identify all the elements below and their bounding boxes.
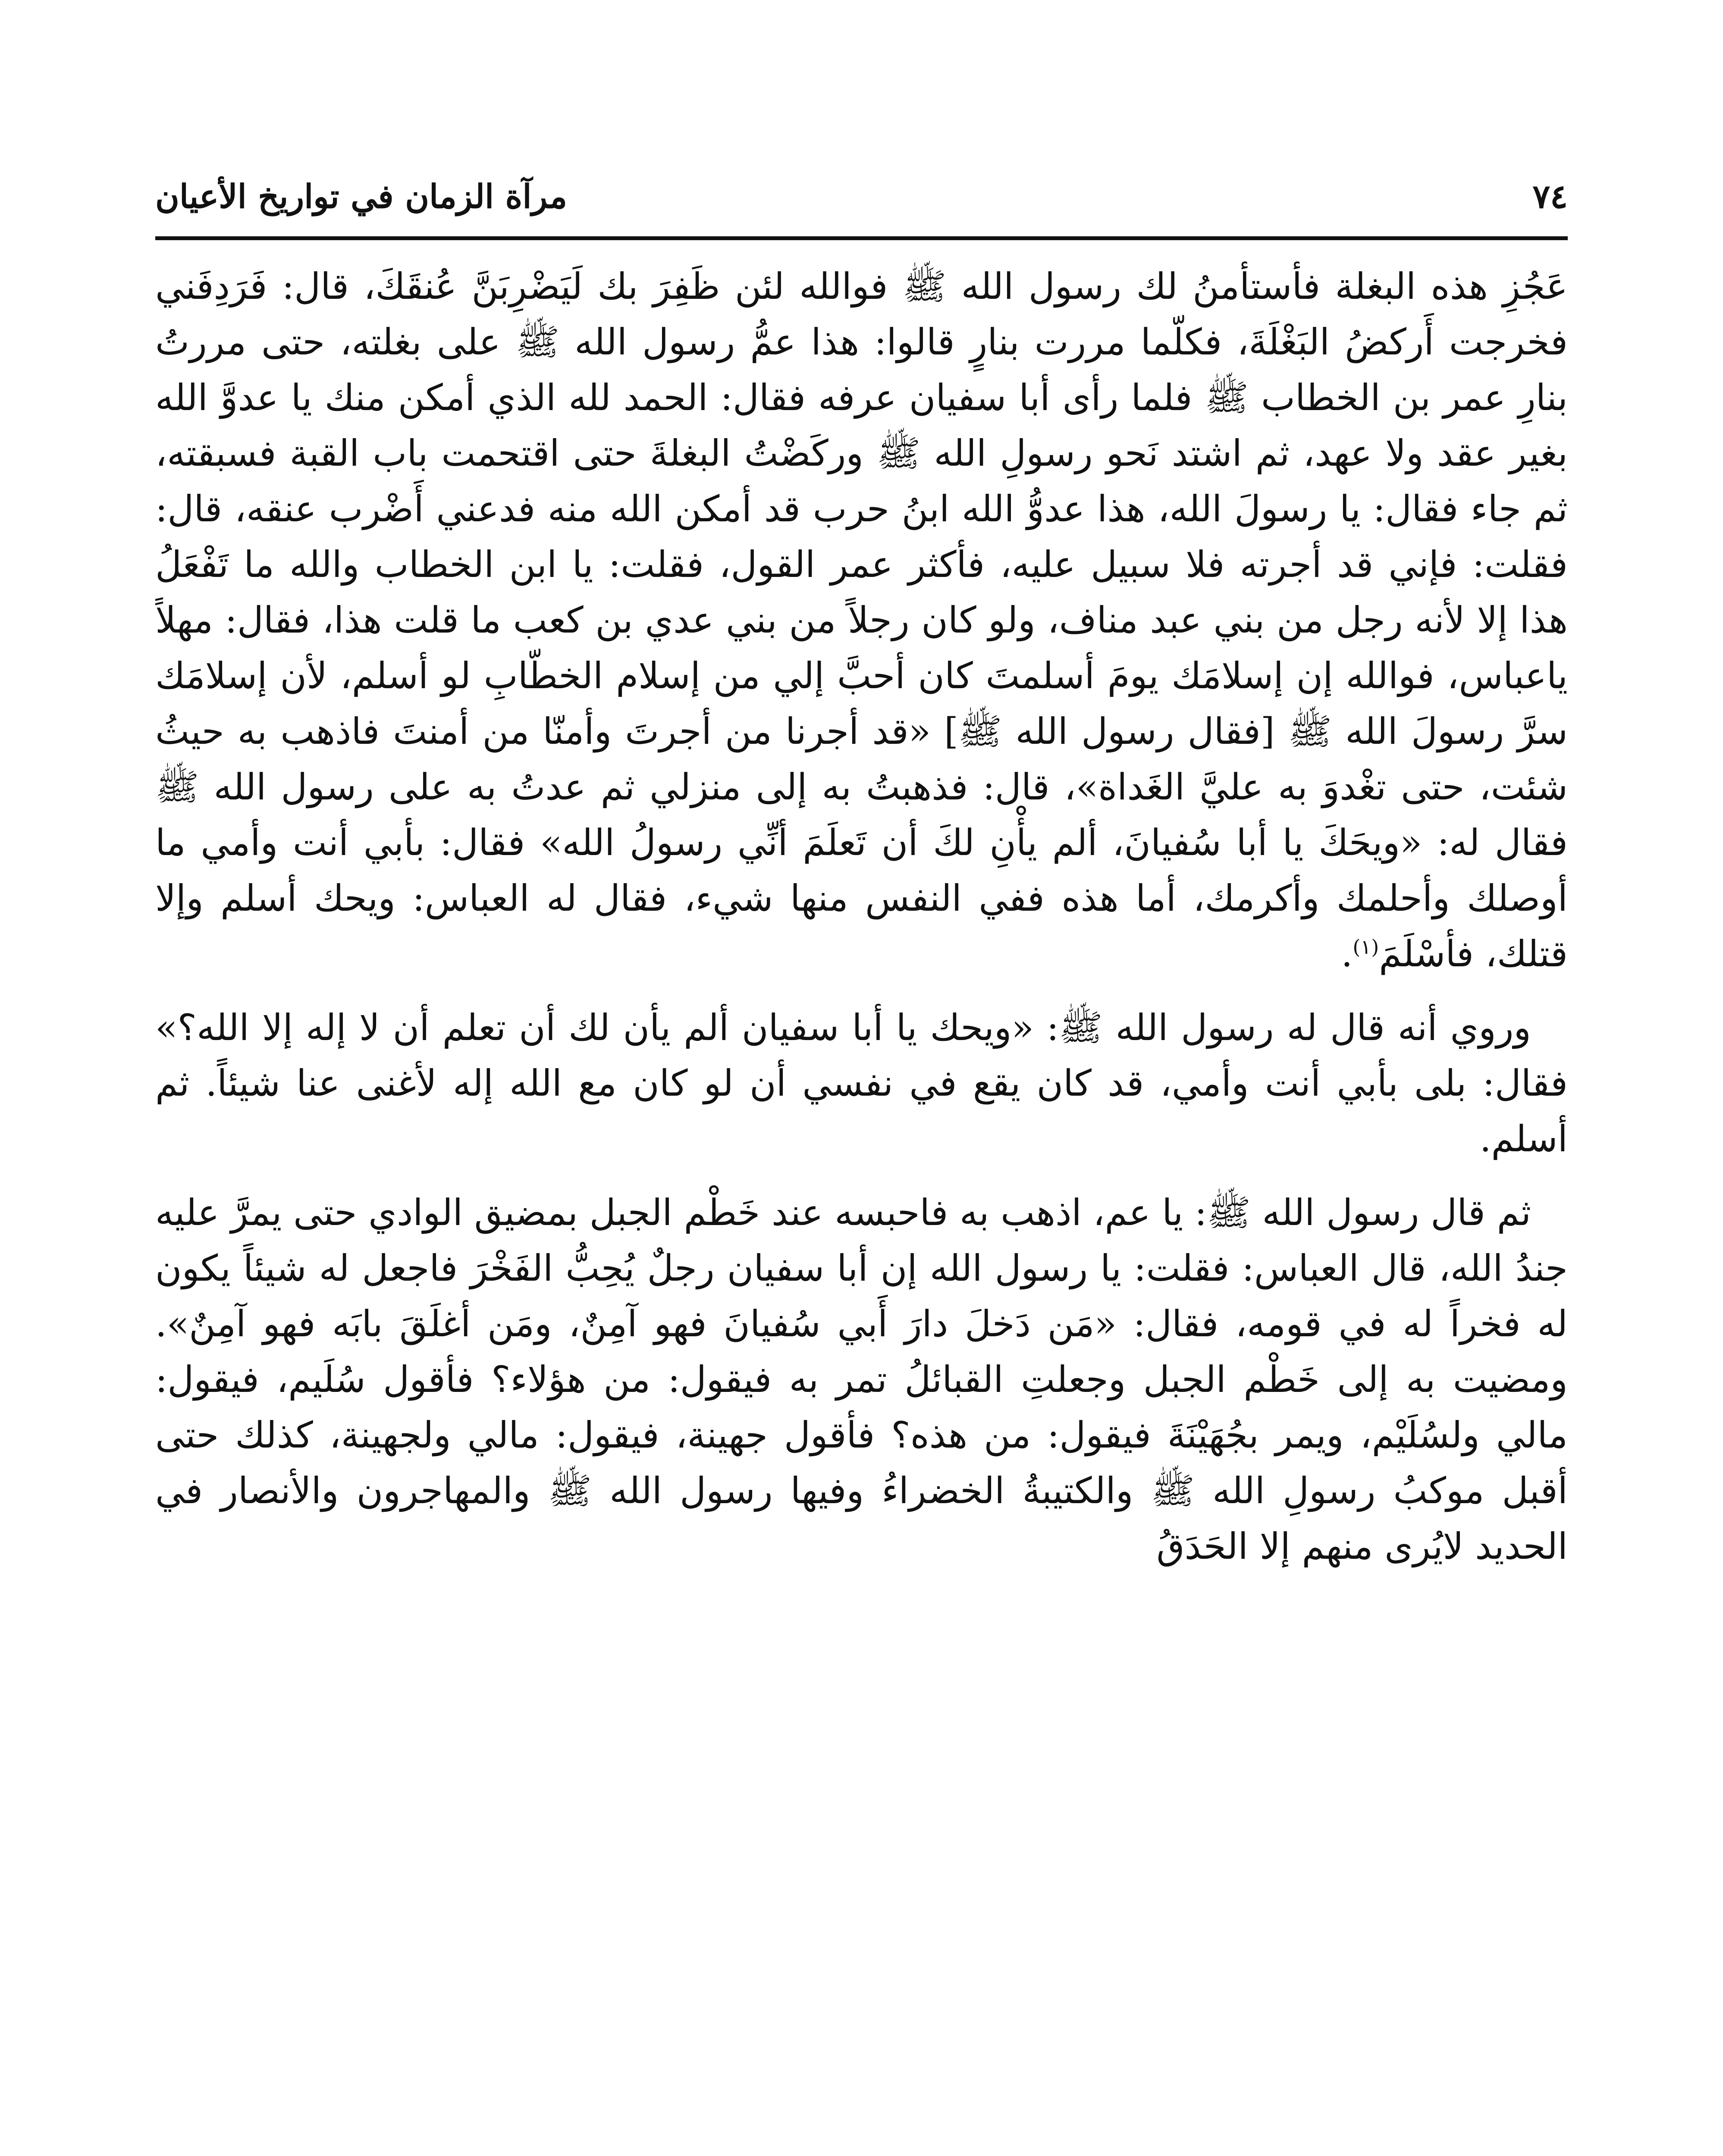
paragraph-3-text: ثم قال رسول الله ﷺ: يا عم، اذهب به فاحبسه عند خَطْم الجبل بمضيق الوادي حتى يمرَّ عليه جندُ الله، قال العباس: فقلت: يا رسول الله إن أبا سفيان رجلٌ يُحِبُّ الفَخْرَ فاجعل له شيئاً يكون له فخراً له في قومه، فقال: «مَن دَخلَ دارَ أَبي سُفيانَ فهو آمِنٌ، ومَن أغلَقَ بابَه فهو آمِنٌ». ومضيت به إلى خَطْم الجبل وجعلتِ القبائلُ تمر به فيقول: من هؤلاء؟ فأقول سُلَيم، فيقول: مالي ولسُلَيْم، ويمر بجُهَيْنَةَ فيقول: من هذه؟ فأقول جهينة، فيقول: مالي ولجهينة، كذلك حتى أقبل موكبُ رسولِ الله ﷺ والكتيبةُ الخضراءُ وفيها رسول الله ﷺ والمهاجرون والأنصار في الحديد لايُرى منهم إلا الحَدَقُ <box>155 1191 1568 1567</box>
header-divider <box>155 236 1568 240</box>
page-header <box>155 164 1568 229</box>
paragraph-1-end: . <box>1341 933 1353 975</box>
paragraph-2-text: وروي أنه قال له رسول الله ﷺ: «ويحك يا أبا سفيان ألم يأن لك أن تعلم أن لا إله إلا الله؟» فقال: بلى بأبي أنت وأمي، قد كان يقع في نفسي أن لو كان مع الله إله لأغنى عنا شيئاً. ثم أسلم. <box>155 1006 1568 1160</box>
footnote-reference: (١) <box>1353 935 1379 959</box>
paragraph-1 <box>155 259 1568 982</box>
main-text <box>155 259 1568 2156</box>
paragraph-2 <box>155 1000 1568 1167</box>
page-number: ٧٤ <box>1532 177 1568 216</box>
paragraph-1-text: عَجُزِ هذه البغلة فأستأمنُ لك رسول الله ﷺ فوالله لئن ظَفِرَ بك لَيَضْرِبَنَّ عُنقَكَ، قال: فَرَدِفَني فخرجت أَركضُ البَغْلَةَ، فكلّما مررت بنارٍ قالوا: هذا عمُّ رسول الله ﷺ على بغلته، حتى مررتُ بنارِ عمر بن الخطاب ﷺ فلما رأى أبا سفيان عرفه فقال: الحمد لله الذي أمكن منك يا عدوَّ الله بغير عقد ولا عهد، ثم اشتد نَحو رسولِ الله ﷺ وركَضْتُ البغلةَ حتى اقتحمت باب القبة فسبقته، ثم جاء فقال: يا رسولَ الله، هذا عدوُّ الله ابنُ حرب قد أمكن الله منه فدعني أَضْرب عنقه، قال: فقلت: فإني قد أجرته فلا سبيل عليه، فأكثر عمر القول، فقلت: يا ابن الخطاب والله ما تَفْعَلُ هذا إلا لأنه رجل من بني عبد مناف، ولو كان رجلاً من بني عدي بن كعب ما قلت هذا، فقال: مهلاً ياعباس، فوالله إن إسلامَك يومَ أسلمتَ كان أحبَّ إلي من إسلام الخطّابِ لو أسلم، لأن إسلامَك سرَّ رسولَ الله ﷺ [فقال رسول الله ﷺ] «قد أجرنا من أجرتَ وأمنّا من أمنتَ فاذهب به حيثُ شئت، حتى تغْدوَ به عليَّ الغَداة»، قال: فذهبتُ به إلى منزلي ثم عدتُ به على رسول الله ﷺ فقال له: «ويحَكَ يا أبا سُفيانَ، ألم يأْنِ لكَ أن تَعلَمَ أنِّي رسولُ الله» فقال: بأبي أنت وأمي ما أوصلك وأحلمك وأكرمك، أما هذه ففي النفس منها شيء، فقال له العباس: ويحك أسلم وإلا قتلك، فأسْلَمَ <box>155 265 1568 975</box>
paragraph-3 <box>155 1185 1568 1574</box>
running-title: مرآة الزمان في تواريخ الأعيان <box>155 177 568 216</box>
